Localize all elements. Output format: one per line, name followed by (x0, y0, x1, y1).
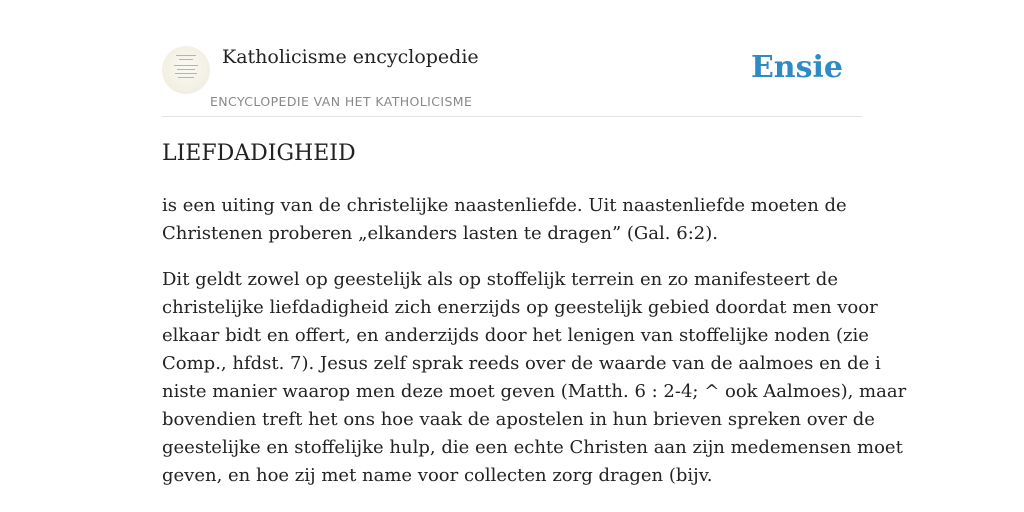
text-line: geven, en hoe zij met name voor collecten zorg dragen (bijv. (162, 465, 713, 486)
text-line: bovendien treft het ons hoe vaak de apostelen in hun brieven spreken over de (162, 409, 875, 430)
ensie-logo-link[interactable]: Ensie (750, 50, 843, 85)
text-line: Christenen proberen „elkanders lasten te dragen” (Gal. 6:2). (162, 223, 718, 244)
text-line: Comp., hfdst. 7). Jesus zelf sprak reeds over de waarde van de aalmoes en de i (162, 353, 881, 374)
text-line: christelijke liefdadigheid zich enerzijds op geestelijk gebied doordat men voor (162, 297, 878, 318)
book-subtitle: ENCYCLOPEDIE VAN HET KATHOLICISME (210, 94, 473, 109)
text-line: elkaar bidt en offert, en anderzijds door het lenigen van stoffelijke noden (zie (162, 325, 869, 346)
paragraph (162, 192, 862, 248)
book-title[interactable]: Katholicisme encyclopedie (222, 46, 479, 68)
paragraph (162, 266, 907, 490)
text-line: geestelijke en stoffelijke hulp, die een echte Christen aan zijn medemensen moet (162, 437, 903, 458)
book-cover-icon[interactable] (162, 46, 210, 94)
text-line: is een uiting van de christelijke naastenliefde. Uit naastenliefde moeten de (162, 195, 847, 216)
text-line: Dit geldt zowel op geestelijk als op stoffelijk terrein en zo manifesteert de (162, 269, 838, 290)
text-line: niste manier waarop men deze moet geven (Matth. 6 : 2-4; ^ ook Aalmoes), maar (162, 381, 907, 402)
header (162, 0, 862, 117)
entry-content (162, 192, 907, 508)
entry-title: LIEFDADIGHEID (162, 141, 356, 166)
